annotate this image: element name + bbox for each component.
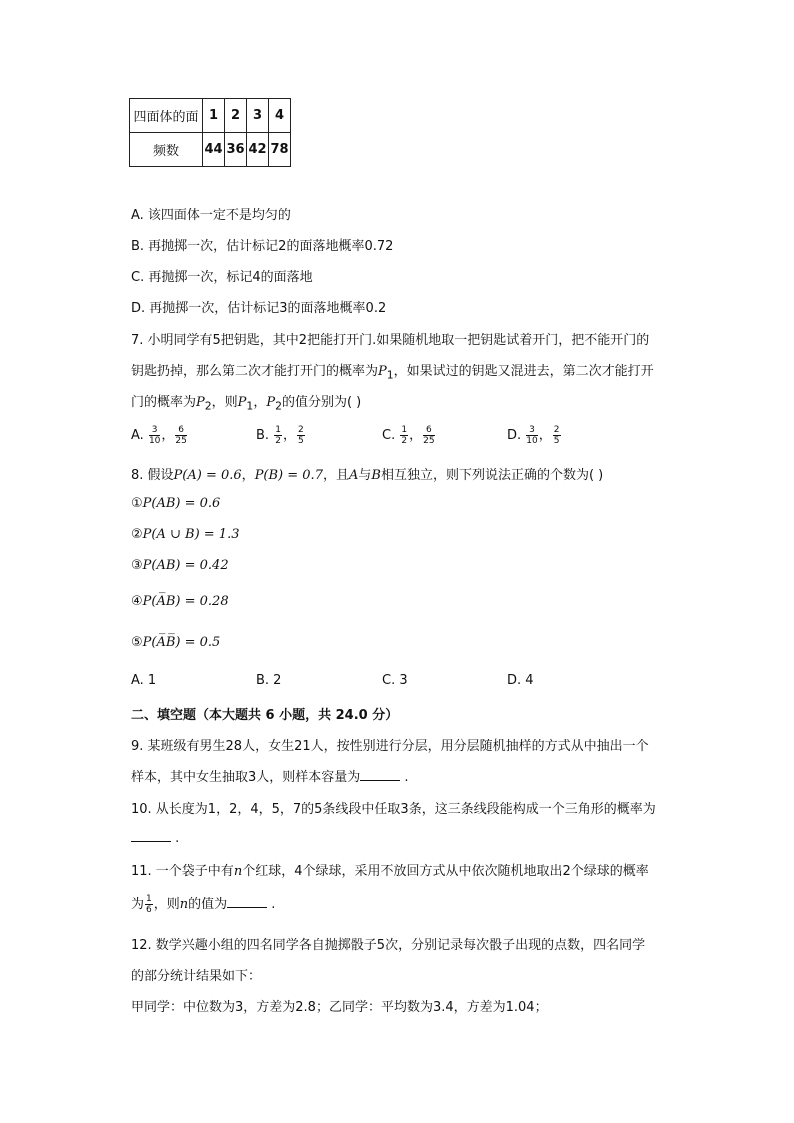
fraction: $\frac{1}{6}$: [146, 894, 152, 915]
q11-text: 个红球，4个绿球，采用不放回方式从中依次随机地取出2个绿球的概率: [242, 864, 649, 879]
q8-text: ，且: [322, 468, 349, 483]
q8-text: 8. 假设: [131, 468, 174, 483]
item-expr: P(A̅B̅) = 0.5: [142, 635, 221, 650]
q12-line3: 甲同学：中位数为3，方差为2.8；乙同学：平均数为3.4，方差为1.04；: [131, 1000, 548, 1015]
fraction: $\frac{1}{2}$: [401, 425, 408, 446]
q8-option-c: C. 3: [382, 673, 408, 688]
option-label: A.: [131, 428, 144, 443]
table-cell: 2: [225, 99, 247, 133]
section-heading: 二、填空题（本大题共 6 小题，共 24.0 分）: [131, 708, 399, 723]
q8-stem: 8. 假设P(A) = 0.6，P(B) = 0.7，且A与B相互独立，则下列说法正确的个数为( ): [131, 468, 604, 483]
q7-stem-line2: [131, 360, 654, 382]
q8-item-2: [131, 527, 239, 542]
q8-item-3: [131, 558, 229, 573]
table-cell: 3: [247, 99, 269, 133]
q7-p1-sub: 1: [386, 368, 394, 382]
answer-blank[interactable]: [227, 895, 267, 908]
item-number: ④: [131, 594, 143, 609]
q9-text: 样本，其中女生抽取3人，则样本容量为: [131, 770, 361, 785]
q11-text: 为: [131, 897, 145, 912]
q8-text: 与: [358, 468, 372, 483]
q7-text: 门的概率为: [131, 395, 197, 410]
table-cell: 42: [247, 133, 269, 167]
table-cell: 36: [225, 133, 247, 167]
q7-p1: P: [378, 364, 387, 379]
q8-pb: P(B) = 0.7: [254, 468, 323, 483]
q11-text: ，则: [153, 897, 180, 912]
q8-item-1: [131, 496, 220, 511]
q8-item-4: [131, 594, 229, 609]
q7-text: ，则: [211, 395, 238, 410]
q7-p2b-sub: 2: [275, 399, 282, 413]
q11-line1: [131, 860, 649, 879]
q10-end: .: [171, 831, 180, 846]
q12-line2: 的部分统计结果如下：: [131, 969, 262, 984]
q7-p2b: P: [266, 395, 276, 410]
fraction: $\frac{6}{25}$: [423, 425, 435, 446]
frequency-table: [129, 98, 291, 167]
q7-p2-sub: 2: [204, 399, 212, 413]
q11-var-n: n: [179, 897, 189, 912]
item-number: ②: [131, 527, 143, 542]
answer-blank[interactable]: [360, 768, 400, 781]
q7-p1b-sub: 1: [246, 399, 254, 413]
fraction: $\frac{3}{10}$: [148, 425, 161, 446]
item-expr: P(A ∪ B) = 1.3: [142, 527, 240, 542]
q7-option-c: C. $\frac{1}{2}$ ， $\frac{6}{25}$: [382, 425, 435, 446]
table-cell: 44: [203, 133, 225, 167]
fraction: $\frac{3}{10}$: [526, 425, 538, 446]
q7-option-a: A. $\frac{3}{10}$ ， $\frac{6}{25}$: [131, 425, 187, 446]
q7-option-d: D. $\frac{3}{10}$ ， $\frac{2}{5}$: [507, 425, 560, 446]
q11-text: 11. 一个袋子中有: [131, 864, 234, 879]
table-cell: 1: [203, 99, 225, 133]
q11-var-n: n: [233, 864, 243, 879]
q9-line2: [131, 766, 409, 785]
fraction: $\frac{2}{5}$: [297, 425, 304, 446]
q8-option-d: D. 4: [507, 673, 534, 688]
q8-event-b: B: [371, 468, 381, 483]
item-number: ①: [131, 496, 143, 511]
fraction: $\frac{2}{5}$: [553, 425, 560, 446]
q7-text: 钥匙扔掉，那么第二次才能打开门的概率为: [131, 364, 379, 379]
fraction: $\frac{6}{25}$: [175, 425, 187, 446]
q6-option-d: D. 再抛掷一次，估计标记3的面落地概率0.2: [131, 301, 387, 316]
q11-line2: [131, 893, 275, 915]
q6-option-b: B. 再抛掷一次，估计标记2的面落地概率0.72: [131, 239, 394, 254]
q7-text: ，如果试过的钥匙又混进去，第二次才能打开: [393, 364, 654, 379]
q7-p2: P: [196, 395, 205, 410]
q8-option-a: A. 1: [131, 673, 157, 688]
q7-text: 的值分别为( ): [281, 395, 362, 410]
table-header-frequency: 频数: [130, 133, 203, 167]
item-expr: P(A̅B) = 0.28: [142, 594, 229, 609]
answer-blank[interactable]: [131, 829, 171, 842]
q8-text: 相互独立，则下列说法正确的个数为( ): [380, 468, 604, 483]
q9-line1: 9. 某班级有男生28人，女生21人，按性别进行分层，用分层随机抽样的方式从中抽出一个: [131, 739, 649, 754]
q7-option-b: B. $\frac{1}{2}$ ， $\frac{2}{5}$: [256, 425, 304, 446]
item-number: ③: [131, 558, 143, 573]
q12-line1: 12. 数学兴趣小组的四名同学各自抛掷骰子5次，分别记录每次骰子出现的点数，四名同学: [131, 938, 646, 953]
option-label: D.: [507, 428, 522, 443]
q10-line1: 10. 从长度为1，2，4，5，7的5条线段中任取3条，这三条线段能构成一个三角形的概率为: [131, 802, 656, 817]
q9-end: .: [400, 770, 409, 785]
q8-item-5: [131, 635, 220, 650]
q7-p1b: P: [237, 395, 247, 410]
q7-stem-line3: 门的概率为$P_2$，则$P_1$，$P_2$的值分别为( ): [131, 395, 362, 413]
table-row: [130, 99, 291, 133]
q7-stem-line1: 7. 小明同学有5把钥匙，其中2把能打开门.如果随机地取一把钥匙试着开门，把不能开门的: [131, 333, 650, 348]
q6-option-c: C. 再抛掷一次，标记4的面落地: [131, 270, 313, 285]
option-label: B.: [256, 428, 270, 443]
option-label: C.: [382, 428, 396, 443]
fraction: $\frac{1}{2}$: [275, 425, 281, 446]
q10-line2: [131, 829, 179, 846]
table-cell: 78: [269, 133, 291, 167]
q8-event-a: A: [348, 468, 359, 483]
table-header-face: 四面体的面: [130, 99, 203, 133]
q11-end: .: [267, 897, 276, 912]
q6-option-a: A. 该四面体一定不是均匀的: [131, 208, 291, 223]
item-expr: P(AB) = 0.42: [142, 558, 229, 573]
q8-pa: P(A) = 0.6: [173, 468, 242, 483]
q8-option-b: B. 2: [256, 673, 282, 688]
table-cell: 4: [269, 99, 291, 133]
q11-text: 的值为: [188, 897, 228, 912]
item-expr: P(AB) = 0.6: [142, 496, 221, 511]
table-row: [130, 133, 291, 167]
item-number: ⑤: [131, 635, 143, 650]
